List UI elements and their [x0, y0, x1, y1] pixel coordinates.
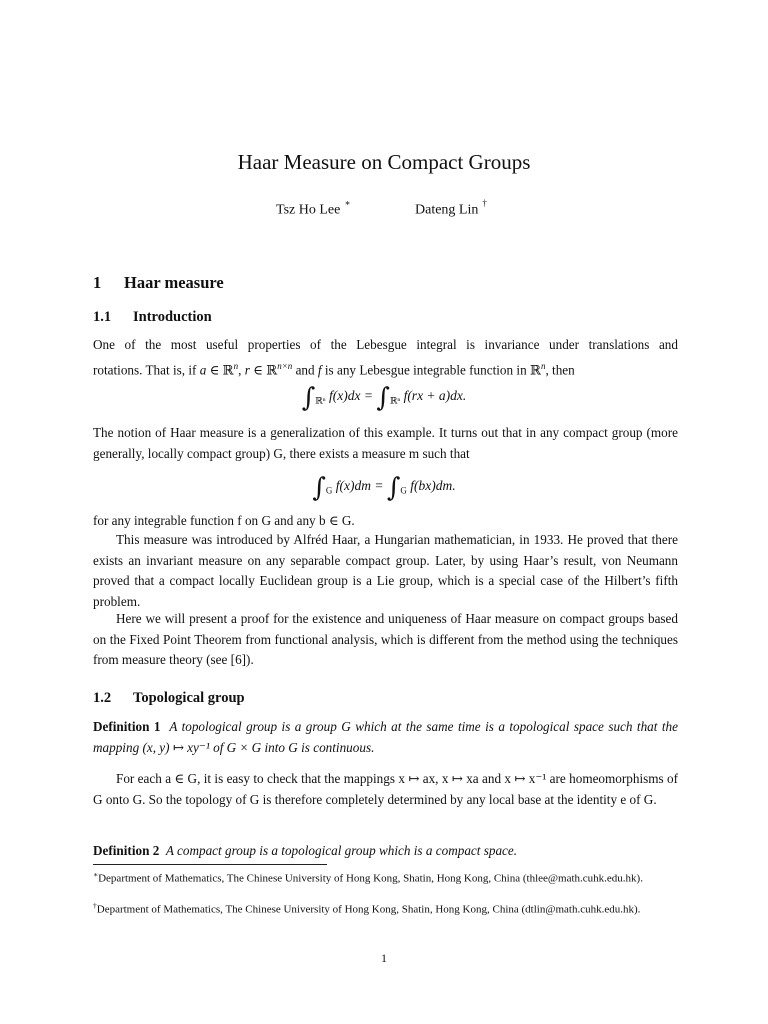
definition-text: A compact group is a topological group which is a compact space.	[165, 843, 518, 858]
subsection-heading-1-1	[93, 307, 212, 327]
intro-paragraph-2: The notion of Haar measure is a generalization of this example. It turns out that in any compact group (more generally, locally compact group) G, there exists a measure m such that	[93, 425, 678, 461]
section-heading-1	[93, 272, 224, 294]
paper-title: Haar Measure on Compact Groups	[237, 150, 531, 174]
equation-left-side: f(x)dx =	[328, 388, 373, 403]
definition-text: A topological group is a group G which at the same time is a topological space such that the mapping (x, y) ↦ xy⁻¹ of G × G into G is continuous.	[93, 719, 678, 755]
intro-paragraph-1	[93, 335, 678, 380]
integral-sign: ∫	[312, 473, 326, 503]
subsection-heading-1-2	[93, 688, 245, 708]
definition-2	[93, 841, 678, 862]
equation-lebesgue-invariance	[0, 383, 768, 413]
subsection-number: 1.2	[93, 690, 112, 706]
integral-sign: ∫	[386, 473, 401, 503]
intro-line-2: rotations. That is, if a ∈ ℝ$^n$, r ∈ ℝ$^{n\times n}$ and f is any Lebesgue integrable function in ℝ$^n$, then	[93, 360, 575, 377]
footnote-rule	[93, 864, 327, 865]
footnote-2	[93, 898, 678, 918]
author-2	[415, 196, 487, 220]
intro-paragraph-4: This measure was introduced by Alfréd Haar, a Hungarian mathematician, in 1933. He proved that there exists an invariant measure on any separable compact group. Later, by using Haar’s result, von Neumann proved that a compact locally Euclidean group is a Lie group, which is a special case of the Hilbert’s fifth problem.	[93, 532, 678, 609]
subsection-title: Introduction	[133, 309, 212, 325]
footnote-1	[93, 867, 678, 887]
intro-line-1: One of the most useful properties of the Lebesgue integral is invariance under translations and	[93, 337, 678, 352]
integral-sign: ∫	[376, 383, 390, 413]
subsection-title: Topological group	[133, 690, 245, 706]
section-title: Haar measure	[124, 273, 224, 292]
footnote-text: Department of Mathematics, The Chinese University of Hong Kong, Shatin, Hong Kong, China (thlee@math.cuhk.edu.hk).	[98, 872, 643, 885]
equation-haar-invariance	[0, 473, 768, 503]
footnote-mark: ∗	[93, 870, 99, 879]
intro-paragraph-5: Here we will present a proof for the existence and uniqueness of Haar measure on compact groups based on the Fixed Point Theorem from functional analysis, which is different from the method using the techniques from measure theory (see [6]).	[93, 611, 678, 667]
integral-domain: ℝⁿ	[315, 395, 326, 406]
integral-domain: G	[400, 485, 407, 496]
integral-sign: ∫	[301, 383, 316, 413]
definition-1	[93, 717, 678, 758]
topology-paragraph: For each a ∈ G, it is easy to check that the mappings x ↦ ax, x ↦ xa and x ↦ x⁻¹ are homeomorphisms of G onto G. So the topology of G is therefore completely determined by any local base at the identity e of G.	[93, 771, 678, 807]
definition-label: Definition 2	[93, 843, 160, 858]
integral-domain: ℝⁿ	[389, 395, 401, 406]
section-number: 1	[93, 273, 102, 292]
author-1-name: Tsz Ho Lee	[276, 202, 341, 218]
footnote-mark: †	[93, 901, 97, 910]
equation-left-side: f(x)dm =	[335, 478, 384, 493]
definition-label: Definition 1	[93, 719, 161, 734]
integral-domain: G	[325, 485, 333, 496]
author-2-name: Dateng Lin	[415, 202, 479, 218]
author-1-footnote-mark: ∗	[344, 198, 351, 208]
author-1	[276, 196, 350, 220]
equation-right-side: f(bx)dm.	[410, 478, 456, 493]
equation-right-side: f(rx + a)dx.	[403, 388, 467, 403]
subsection-number: 1.1	[93, 309, 112, 325]
author-2-footnote-mark: †	[482, 198, 487, 208]
page-number: 1	[381, 951, 387, 965]
footnote-text: Department of Mathematics, The Chinese University of Hong Kong, Shatin, Hong Kong, China (dtlin@math.cuhk.edu.hk).	[96, 903, 641, 916]
intro-paragraph-3: for any integrable function f on G and any b ∈ G.	[93, 513, 355, 528]
